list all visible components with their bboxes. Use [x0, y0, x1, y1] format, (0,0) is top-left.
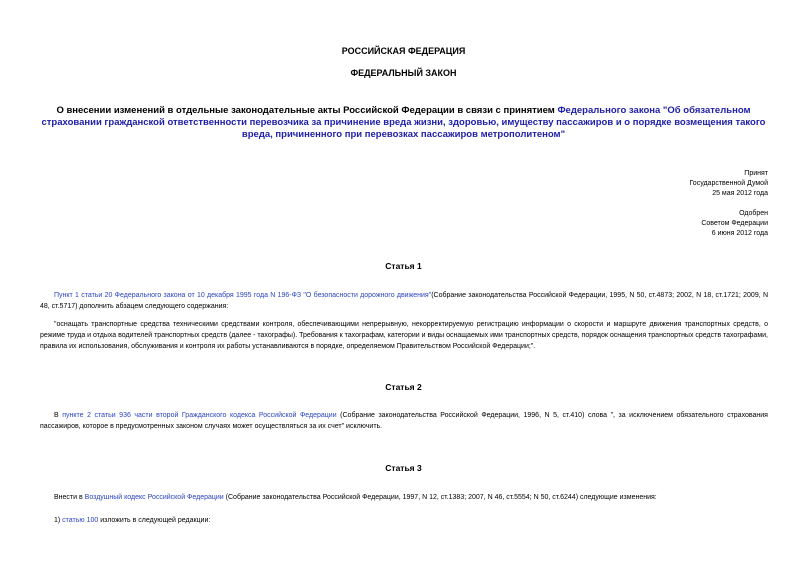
law-title-prefix: О внесении изменений в отдельные законодательные акты Российской Федерации в связи с принятием [56, 105, 558, 116]
article-3-link[interactable]: Воздушный кодекс Российской Федерации [84, 494, 224, 501]
country-heading: РОССИЙСКАЯ ФЕДЕРАЦИЯ [341, 46, 466, 56]
article-2-heading: Статья 2 [385, 382, 422, 392]
article-3-item-1 [40, 515, 768, 526]
article-3-text: (Собрание законодательства Российской Федерации, 1997, N 12, ст.1383; 2007, N 46, ст.5554; N 50, ст.6244) следующие изменения: [223, 494, 657, 501]
doc-type-heading: ФЕДЕРАЛЬНЫЙ ЗАКОН [350, 68, 457, 78]
article-3-pre: Внести в [54, 494, 85, 501]
approval-line-3: 6 июня 2012 года [711, 230, 768, 237]
adoption-line-2: Государственной Думой [689, 180, 768, 187]
approval-block [701, 209, 768, 239]
law-title-link[interactable]: Федерального закона "Об обязательном страховании гражданской ответственности перевозчика за причинение вреда жизни, здоровью, имуществу пассажиров и о порядке возмещения такого вреда, причиненного при перевозках пассажиров метрополитеном" [41, 105, 766, 140]
adoption-block [689, 169, 768, 199]
article-2-pre: В [54, 412, 63, 419]
article-3-paragraph [40, 492, 768, 503]
article-2-link[interactable]: пункте 2 статьи 936 части второй Гражданского кодекса Российской Федерации [62, 412, 337, 419]
approval-line-1: Одобрен [739, 210, 768, 217]
article-3-item-1-link[interactable]: статью 100 [62, 517, 99, 524]
adoption-line-3: 25 мая 2012 года [712, 190, 768, 197]
approval-line-2: Советом Федерации [701, 220, 768, 227]
article-1-heading: Статья 1 [385, 261, 422, 271]
article-3-heading: Статья 3 [385, 463, 422, 473]
article-3-item-1-text: изложить в следующей редакции: [98, 517, 211, 524]
article-1-paragraph-2: "оснащать транспортные средства техническими средствами контроля, обеспечивающими непрерывную, некорректируемую регистрацию информации о скорости и маршруте движения транспортных средств, о режиме труда и отдыха водителей транспортных средств (далее - тахографы). Требования к тахографам, категории и виды оснащаемых ими транспортных средств, порядок оснащения транспортных средств тахографами, правила их использования, обслуживания и контроля их работы устанавливаются в порядке, определяемом Правительством Российской Федерации;". [40, 321, 768, 350]
article-2-paragraph [40, 410, 768, 432]
article-1-link[interactable]: Пункт 1 статьи 20 Федерального закона от 10 декабря 1995 года N 196-ФЗ "О безопасности дорожного движения" [54, 292, 432, 299]
adoption-line-1: Принят [744, 170, 768, 177]
article-2-text: (Собрание законодательства Российской Федерации, 1996, N 5, ст.410) слова ", за исключением обязательного страхования пассажиров, которое в предусмотренных законом случаях может осуществляться за их счет" исключить. [40, 412, 768, 430]
article-1-paragraph-1 [40, 290, 768, 312]
law-title [40, 105, 767, 141]
article-1-text: (Собрание законодательства Российской Федерации, 1995, N 50, ст.4873; 2002, N 18, ст.1721; 2009, N 48, ст.5717) дополнить абзацем следующего содержания: [40, 292, 769, 310]
article-3-item-1-pre: 1) [54, 517, 63, 524]
